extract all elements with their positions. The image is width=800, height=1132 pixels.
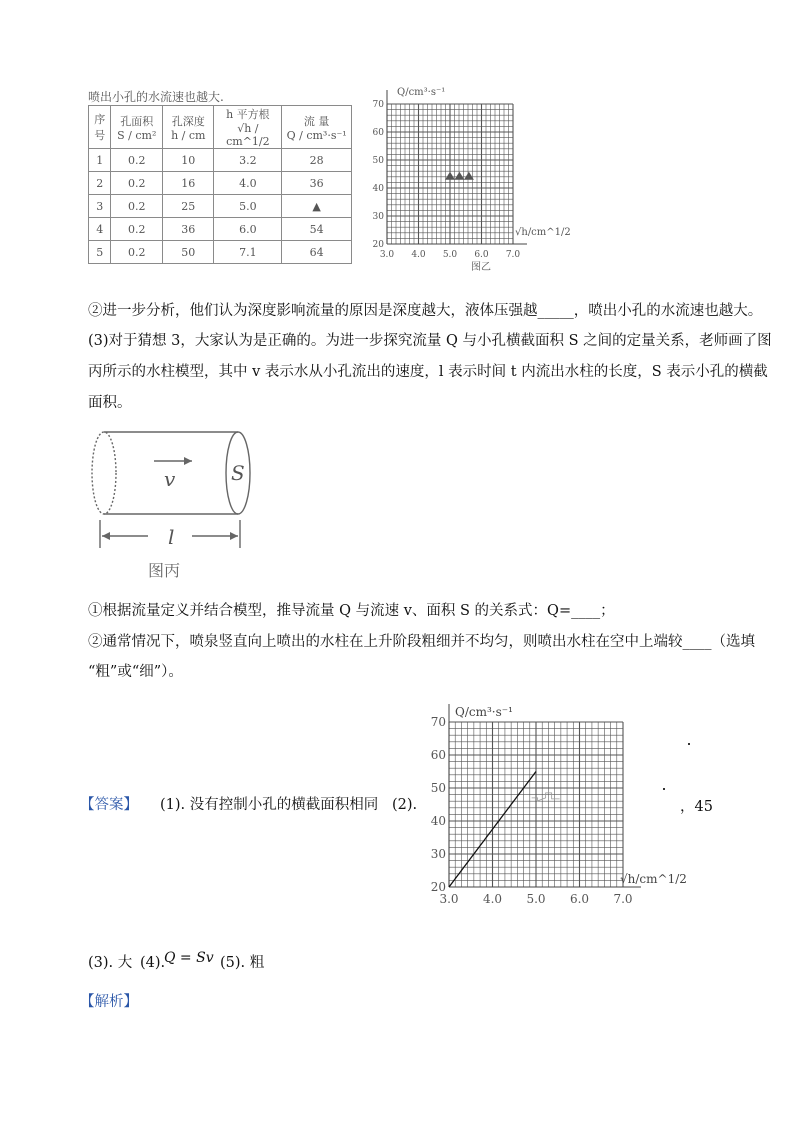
chart-answer-grid [449, 704, 641, 887]
stray-dot [663, 788, 665, 790]
x-tick-label: 4.0 [482, 892, 503, 906]
table-cell: 64 [282, 241, 352, 264]
x-tick-label: 6.0 [569, 892, 590, 906]
y-tick-label: 70 [372, 100, 384, 110]
figure-bing-caption: 图丙 [148, 561, 181, 580]
question-2b: “粗”或“细”）。 [88, 664, 183, 680]
question-1: ①根据流量定义并结合模型，推导流量 Q 与流速 v、面积 S 的关系式：Q=____； [88, 603, 615, 619]
stray-dot [688, 743, 690, 745]
table-intro: 喷出小孔的水流速也越大. [88, 90, 224, 104]
table-cell: 5 [89, 241, 111, 264]
area-label: S [231, 461, 245, 485]
table-header-row [89, 106, 352, 149]
table-cell: 3 [89, 195, 111, 218]
table-cell: 0.2 [111, 195, 163, 218]
table-row [89, 195, 352, 218]
chart-answer-xlabel: √h/cm^1/2 [620, 872, 687, 886]
chart-small-grid [387, 90, 527, 244]
header-flow: 流 量 Q / cm³·s⁻¹ [282, 106, 352, 149]
y-tick-label: 40 [372, 184, 384, 194]
data-point-triangle [445, 172, 455, 180]
x-tick-label: 3.0 [379, 250, 395, 260]
table-row [89, 149, 352, 172]
velocity-label: v [164, 467, 176, 491]
paragraph-1: ②进一步分析，他们认为深度影响流量的原因是深度越大，液体压强越_____，喷出小孔的水流速也越大。 [88, 303, 763, 319]
header-depth: 孔深度 h / cm [163, 106, 214, 149]
table-cell: 4.0 [214, 172, 282, 195]
data-point-triangle [454, 172, 464, 180]
chart-answer-ylabel: Q/cm³·s⁻¹ [455, 705, 513, 719]
paragraph-2c: 面积。 [88, 395, 132, 411]
analysis-tag: 【解析】 [80, 994, 138, 1010]
header-area: 孔面积 S / cm² [111, 106, 163, 149]
table-cell: 25 [163, 195, 214, 218]
y-tick-label: 50 [372, 156, 384, 166]
table-cell: 28 [282, 149, 352, 172]
chart-small [365, 84, 575, 274]
table-cell: 3.2 [214, 149, 282, 172]
table-cell: 0.2 [111, 241, 163, 264]
y-tick-label: 60 [372, 128, 384, 138]
table-cell: 7.1 [214, 241, 282, 264]
cylinder-left-end [92, 432, 116, 514]
x-tick-label: 3.0 [439, 892, 459, 906]
answer-4-formula: Q = Sv [164, 950, 214, 966]
header-index: 序 号 [89, 106, 111, 149]
table-row [89, 241, 352, 264]
answer-5: (5). 粗 [220, 955, 265, 971]
table-row [89, 172, 352, 195]
chart-small-ylabel: Q/cm³·s⁻¹ [397, 87, 446, 98]
y-tick-label: 50 [430, 781, 446, 795]
table-cell: 50 [163, 241, 214, 264]
answer-4-label: (4). [140, 955, 166, 971]
length-label: l [168, 525, 175, 549]
question-2a: ②通常情况下，喷泉竖直向上喷出的水柱在上升阶段粗细并不均匀，则喷出水柱在空中上端较____（选填 [88, 634, 755, 650]
chart-answer [415, 700, 705, 915]
table-cell: 4 [89, 218, 111, 241]
table-cell: 1 [89, 149, 111, 172]
table-cell: 6.0 [214, 218, 282, 241]
answer-tag: 【答案】 [80, 797, 138, 813]
x-tick-label: 7.0 [505, 250, 521, 260]
y-tick-label: 20 [430, 880, 446, 894]
figure-water-column [88, 424, 268, 584]
y-tick-label: 30 [372, 212, 384, 222]
x-tick-label: 6.0 [474, 250, 489, 260]
answer-2-label: (2). [392, 797, 418, 813]
answer-1: (1). 没有控制小孔的横截面积相同 [160, 797, 379, 813]
table-cell: 36 [282, 172, 352, 195]
table-cell: 36 [163, 218, 214, 241]
y-tick-label: 40 [430, 814, 446, 828]
x-tick-label: 7.0 [613, 892, 633, 906]
table-cell: 54 [282, 218, 352, 241]
answer-2-value: ，45 [680, 799, 713, 815]
table-cell: 0.2 [111, 172, 163, 195]
table-cell: 10 [163, 149, 214, 172]
table-cell: 0.2 [111, 218, 163, 241]
header-sqrt: h 平方根 √h / cm^1/2 [214, 106, 282, 149]
x-tick-label: 4.0 [411, 250, 426, 260]
table-row [89, 218, 352, 241]
paragraph-2b: 丙所示的水柱模型，其中 v 表示水从小孔流出的速度，l 表示时间 t 内流出水柱的长度，S 表示小孔的横截 [88, 364, 768, 380]
y-tick-label: 60 [430, 748, 446, 762]
paragraph-2a: (3)对于猜想 3，大家认为是正确的。为进一步探究流量 Q 与小孔横截面积 S 之间的定量关系，老师画了图 [88, 333, 772, 349]
y-tick-label: 30 [430, 847, 446, 861]
answer-3: (3). 大 [88, 955, 133, 971]
chart-small-caption: 图乙 [471, 262, 491, 273]
table-cell: 16 [163, 172, 214, 195]
table-cell: 0.2 [111, 149, 163, 172]
table-cell: 2 [89, 172, 111, 195]
chart-small-xlabel: √h/cm^1/2 [515, 227, 571, 238]
x-tick-label: 5.0 [526, 892, 546, 906]
x-tick-label: 5.0 [442, 250, 458, 260]
table-cell: ▲ [282, 195, 352, 218]
table-cell: 5.0 [214, 195, 282, 218]
y-tick-label: 20 [372, 240, 384, 250]
y-tick-label: 70 [430, 715, 446, 729]
data-table [88, 105, 352, 264]
